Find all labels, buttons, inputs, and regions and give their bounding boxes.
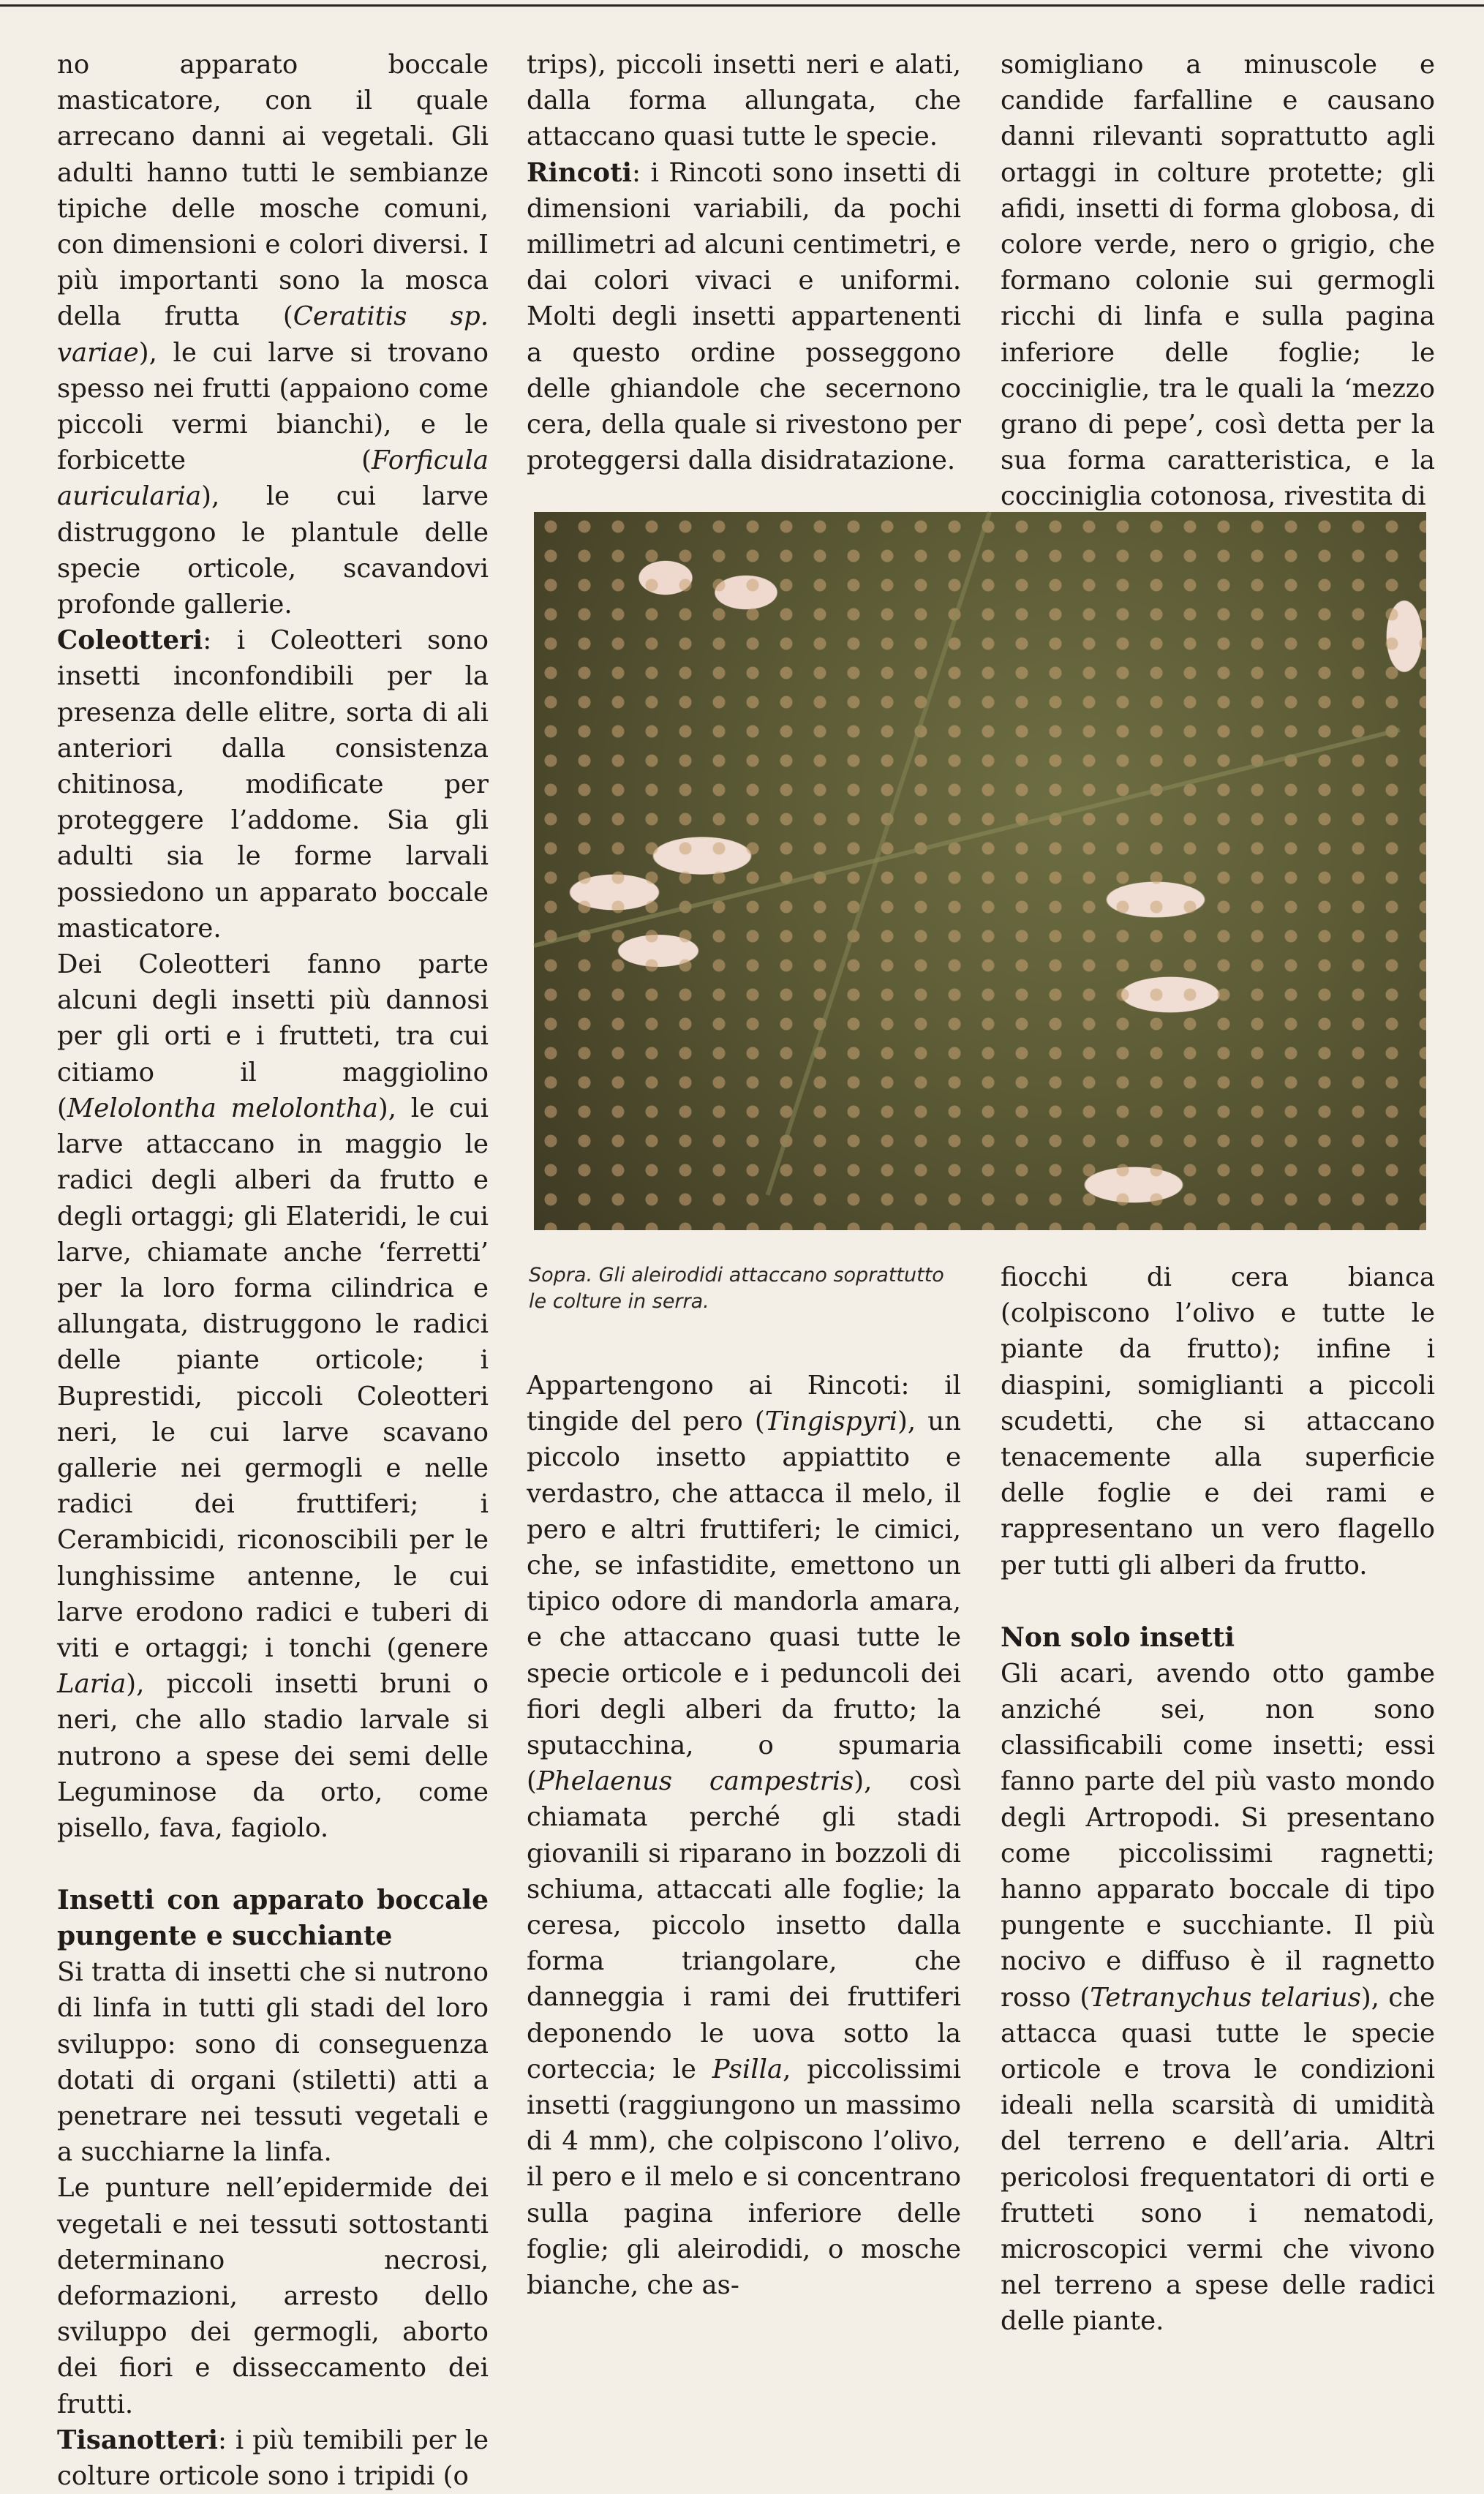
paragraph: somigliano a minuscole e candide farfalline e causano danni rilevanti soprattutto agli ortaggi in colture protette; gli afidi, insetti di forma globosa, di colore verde, nero o grigio, che formano colonie sui germogli ricchi di linfa e sulla pagina inferiore delle foglie; le cocciniglie, tra le quali la ‘mezzo grano di pepe’, così detta per la sua forma caratteristica, e la cocciniglia cotonosa, rivestita di (1001, 50, 1435, 512)
column-2-top (527, 47, 961, 478)
paragraph: Appartengono ai Rincoti: il tingide del pero (Tingispyri), un piccolo insetto appiattito e verdastro, che attacca il melo, il pero e altri fruttiferi; le cimici, che, se infastidite, emettono un tipico odore di mandorla amara, e che attaccano quasi tutte le specie orticole e i peduncoli dei fiori degli alberi da frutto; la sputacchina, o spumaria (Phelaenus campestris), così chiamata perché gli stadi giovanili si riparano in bozzoli di schiuma, attaccati alle foglie; la ceresa, piccolo insetto dalla forma triangolare, che danneggia i rami dei fruttiferi deponendo le uova sotto la corteccia; le Psilla, piccolissimi insetti (raggiungono un massimo di 4 mm), che colpiscono l’olivo, il pero e il melo e si concentrano sulla pagina inferiore delle foglie; gli aleirodidi, o mosche bianche, che as- (527, 1371, 961, 2301)
paragraph: Si tratta di insetti che si nutrono di linfa in tutti gli stadi del loro sviluppo: sono di conseguenza dotati di organi (stiletti) atti a penetrare nei tessuti vegetali e a succhiarne la linfa. (57, 1957, 489, 2168)
photo-texture (534, 512, 1426, 1230)
top-rule (0, 4, 1484, 7)
column-3-bottom (1001, 1259, 1435, 2340)
paragraph-coleotteri: Coleotteri: i Coleotteri sono insetti inconfondibili per la presenza delle elitre, sorta di ali anteriori dalla consistenza chitinosa, modificate per proteggere l’addome. Sia gli adulti sia le forme larvali possiedono un apparato boccale masticatore. (57, 625, 489, 943)
column-3-top (1001, 47, 1435, 515)
paragraph: Dei Coleotteri fanno parte alcuni degli insetti più dannosi per gli orti e i frutteti, tra cui citiamo il maggiolino (Melolontha melolontha), le cui larve attaccano in maggio le radici degli alberi da frutto e degli ortaggi; gli Elateridi, le cui larve, chiamate anche ‘ferretti’ per la loro forma cilindrica e allungata, distruggono le radici delle piante orticole; i Buprestidi, piccoli Coleotteri neri, le cui larve scavano gallerie nei germogli e nelle radici dei fruttiferi; i Cerambicidi, riconoscibili per le lunghissime antenne, le cui larve erodono radici e tuberi di viti e ortaggi; i tonchi (genere Laria), piccoli insetti bruni o neri, che allo stadio larvale si nutrono a spese dei semi delle Leguminose da orto, come pisello, fava, fagiolo. (57, 949, 489, 1843)
section-heading: Insetti con apparato boccale pungente e succhiante (57, 1885, 489, 1952)
aleirodidi-photo (534, 512, 1426, 1230)
paragraph: trips), piccoli insetti neri e alati, dalla forma allungata, che attaccano quasi tutte le specie. (527, 50, 961, 152)
paragraph: Gli acari, avendo otto gambe anziché sei, non sono classificabili come insetti; essi fanno parte del più vasto mondo degli Artropodi. Si presentano come piccolissimi ragnetti; hanno apparato boccale di tipo pungente e succhiante. Il più nocivo e diffuso è il ragnetto rosso (Tetranychus telarius), che attacca quasi tutte le specie orticole e trova le condizioni ideali nella scarsità di umidità del terreno e dell’aria. Altri pericolosi frequentatori di orti e frutteti sono i nematodi, microscopici vermi che vivono nel terreno a spese delle radici delle piante. (1001, 1658, 1435, 2337)
paragraph-tisanotteri: Tisanotteri: i più temibili per le colture orticole sono i tripidi (o (57, 2425, 489, 2491)
column-1 (57, 47, 489, 2494)
section-heading: Non solo insetti (1001, 1621, 1235, 1653)
paragraph: Le punture nell’epidermide dei vegetali e nei tessuti sottostanti determinano necrosi, deformazioni, arresto dello sviluppo dei germogli, aborto dei fiori e disseccamento dei frutti. (57, 2173, 489, 2419)
paragraph: fiocchi di cera bianca (colpiscono l’olivo e tutte le piante da frutto); infine i diaspini, somiglianti a piccoli scudetti, che si attaccano tenacemente alla superficie delle foglie e dei rami e rappresentano un vero flagello per tutti gli alberi da frutto. (1001, 1262, 1435, 1581)
photo-caption: Sopra. Gli aleirodidi attaccano soprattutto le colture in serra. (529, 1264, 944, 1313)
column-2-bottom (527, 1368, 961, 2303)
paragraph-rincoti: Rincoti: i Rincoti sono insetti di dimensioni variabili, da pochi millimetri ad alcuni centimetri, e dai colori vivaci e uniformi. Molti degli insetti appartenenti a questo ordine posseggono delle ghiandole che secernono cera, della quale si rivestono per proteggersi dalla disidratazione. (527, 157, 961, 476)
paragraph: no apparato boccale masticatore, con il quale arrecano danni ai vegetali. Gli adulti hanno tutti le sembianze tipiche delle mosche comuni, con dimensioni e colori diversi. I più importanti sono la mosca della frutta (Ceratitis sp. variae), le cui larve si trovano spesso nei frutti (appaiono come piccoli vermi bianchi), e le forbicette (Forficula auricularia), le cui larve distruggono le plantule delle specie orticole, scavandovi profonde gallerie. (57, 50, 489, 620)
